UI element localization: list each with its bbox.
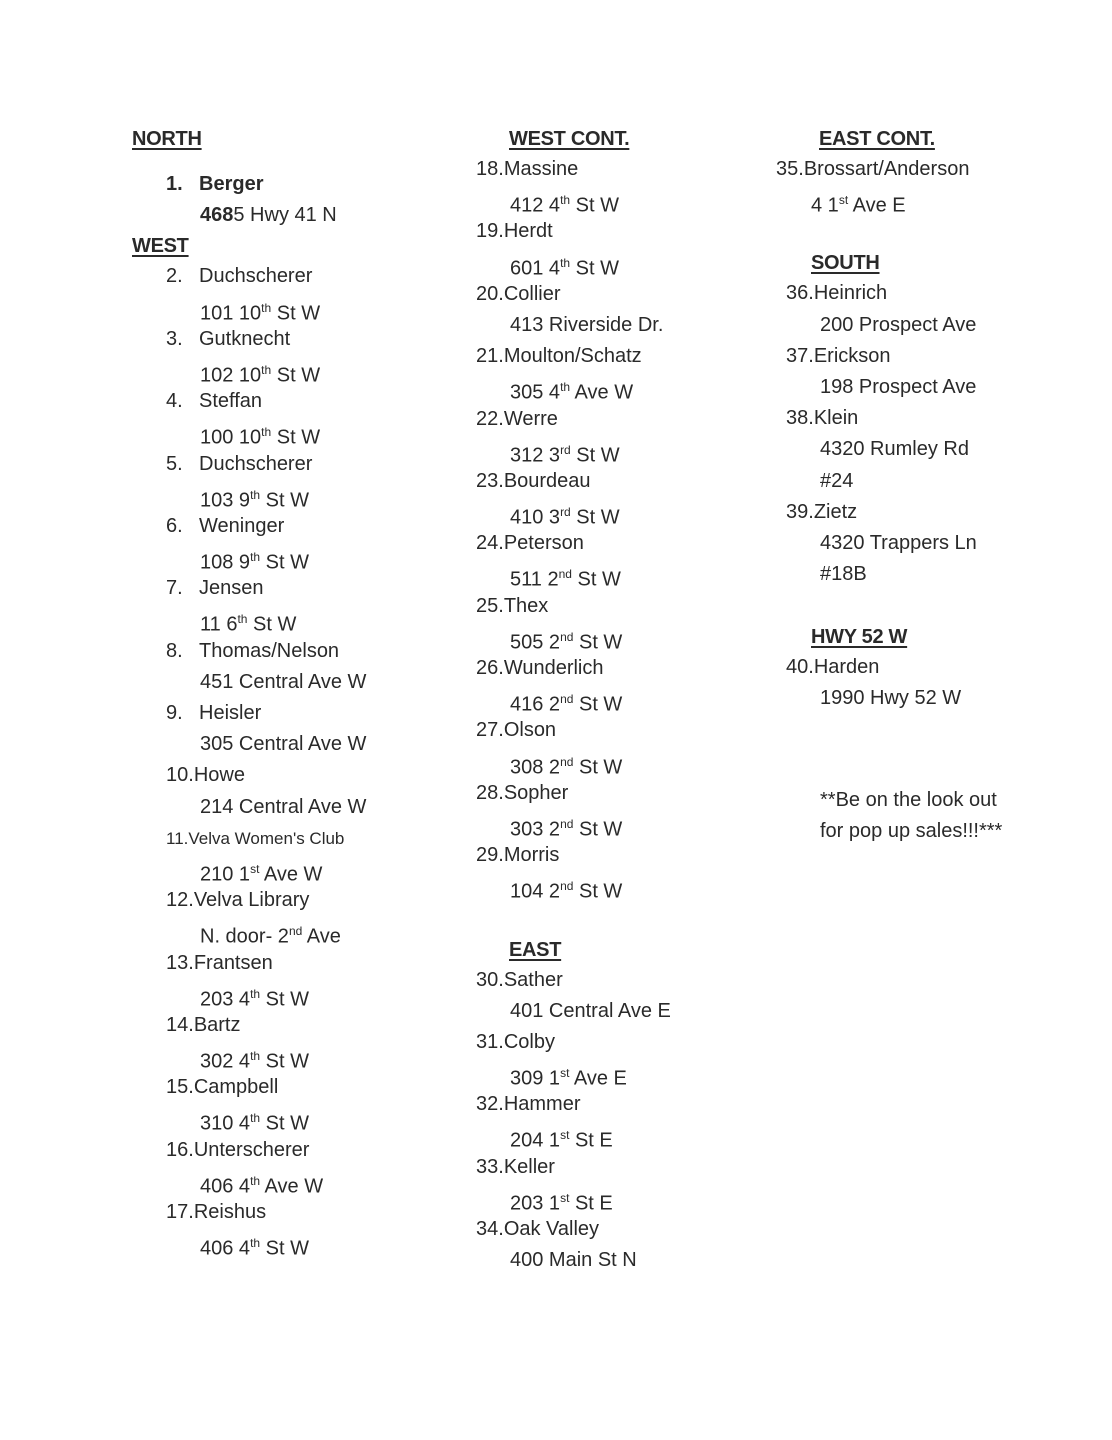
- ordinal-suffix: th: [250, 1049, 261, 1064]
- entry-name: Wunderlich: [503, 657, 604, 679]
- list-item: [476, 341, 766, 403]
- entry-name-line: [132, 1010, 462, 1041]
- ordinal-suffix: th: [560, 255, 571, 270]
- section-heading-east-cont: EAST CONT.: [819, 128, 935, 150]
- entry-number: 22.: [476, 407, 504, 430]
- entry-name-line: [776, 403, 1106, 434]
- ordinal-suffix: rd: [560, 442, 571, 457]
- entry-address: 203 4th St W: [200, 986, 309, 1011]
- entry-number: 39.: [786, 500, 814, 523]
- entry-number: 5.: [166, 452, 183, 475]
- entry-address: 410 3rd St W: [510, 505, 620, 529]
- entry-name-line: [476, 715, 766, 746]
- entry-number: 25.: [476, 594, 504, 617]
- entry-address: 198 Prospect Ave: [820, 375, 977, 398]
- entry-address: 505 2nd St W: [510, 629, 623, 654]
- list-item: [476, 216, 766, 278]
- list-item: [476, 154, 766, 216]
- entry-number: 31.: [476, 1030, 504, 1053]
- entry-name-line: [776, 341, 1106, 372]
- entry-address-unit: #18B: [820, 563, 867, 586]
- list-item: [132, 948, 462, 1010]
- ordinal-suffix: nd: [288, 924, 303, 939]
- entry-address: 406 4th St W: [200, 1236, 309, 1260]
- entry-name-line: [132, 261, 462, 292]
- list-item: [476, 840, 766, 902]
- list-item: [132, 636, 462, 698]
- entry-name-line: [132, 885, 462, 916]
- entry-number: 32.: [476, 1093, 504, 1116]
- entry-name: Oak Valley: [503, 1218, 600, 1240]
- entry-address: 412 4th St W: [510, 193, 619, 217]
- entry-number: 19.: [476, 220, 504, 243]
- entry-address: 214 Central Ave W: [200, 795, 367, 818]
- column-2: [476, 124, 766, 1276]
- entry-name: Massine: [503, 158, 579, 180]
- ordinal-suffix: th: [250, 986, 261, 1001]
- entry-name-line: [132, 698, 462, 729]
- ordinal-suffix: th: [237, 612, 248, 627]
- entry-number: 34.: [476, 1218, 504, 1240]
- entry-name: Steffan: [199, 390, 263, 413]
- entry-number: 7.: [166, 577, 183, 600]
- entry-address: 1990 Hwy 52 W: [820, 687, 962, 710]
- list-item: [476, 715, 766, 777]
- entry-address: 413 Riverside Dr.: [510, 313, 664, 336]
- entry-name: Duchscherer: [199, 265, 313, 288]
- east-list: [476, 965, 766, 1277]
- ordinal-suffix: nd: [558, 567, 572, 582]
- ordinal-suffix: th: [560, 380, 571, 395]
- entry-name: Duchscherer: [199, 452, 313, 475]
- list-item: [476, 1027, 766, 1089]
- ordinal-suffix: st: [560, 1128, 570, 1143]
- entry-name-line: [476, 591, 766, 622]
- column-3: [776, 124, 1106, 847]
- entry-number: 23.: [476, 469, 504, 492]
- entry-name-line: [476, 653, 766, 684]
- entry-name: Morris: [503, 844, 560, 867]
- entry-name-line: [476, 1214, 766, 1245]
- entry-name: Brossart/Anderson: [803, 158, 970, 180]
- entry-name-line: [476, 965, 766, 996]
- ordinal-suffix: nd: [560, 879, 574, 894]
- entry-address: 303 2nd St W: [510, 816, 623, 841]
- entry-address: 601 4th St W: [510, 255, 619, 280]
- entry-address: 401 Central Ave E: [510, 999, 671, 1022]
- entry-name-line: [476, 404, 766, 435]
- entry-name-line: [132, 1072, 462, 1103]
- entry-name-line: [476, 1152, 766, 1183]
- entry-number: 10.: [166, 764, 194, 787]
- list-item: [776, 403, 1106, 497]
- ordinal-suffix: th: [250, 487, 261, 502]
- list-item: [776, 497, 1106, 591]
- entry-address: 108 9th St W: [200, 550, 309, 574]
- entry-number: 6.: [166, 514, 183, 537]
- entry-name: Colby: [503, 1030, 555, 1053]
- list-item: [476, 466, 766, 528]
- entry-number: 11.: [166, 828, 189, 848]
- entry-name: Hammer: [503, 1093, 581, 1116]
- entry-number: 1.: [166, 173, 183, 195]
- entry-number: 24.: [476, 532, 504, 555]
- ordinal-suffix: nd: [560, 692, 574, 707]
- list-item: [132, 1010, 462, 1072]
- entry-name-line: [476, 1089, 766, 1120]
- entry-number: 35.: [776, 158, 804, 180]
- entry-number: 21.: [476, 345, 504, 368]
- column-1: [132, 124, 462, 1259]
- ordinal-suffix: rd: [560, 505, 571, 520]
- entry-address: 103 9th St W: [200, 487, 309, 512]
- list-item: [132, 823, 462, 885]
- section-heading-north: NORTH: [132, 128, 202, 150]
- entry-number: 18.: [476, 158, 504, 180]
- entry-number: 14.: [166, 1013, 194, 1036]
- entry-number: 13.: [166, 951, 194, 974]
- popup-sales-note: **Be on the look out for pop up sales!!!***: [820, 788, 1003, 842]
- entry-address: 309 1st Ave E: [510, 1066, 627, 1090]
- west-list: [132, 261, 462, 1259]
- entry-name-line: [132, 948, 462, 979]
- entry-name-line: [476, 154, 766, 185]
- entry-number: 20.: [476, 282, 504, 305]
- entry-name-line: [476, 1027, 766, 1058]
- entry-number: 17.: [166, 1201, 194, 1223]
- entry-name: Harden: [813, 656, 880, 679]
- ordinal-suffix: nd: [560, 816, 574, 831]
- east-cont-list: [776, 154, 1106, 216]
- entry-name: Campbell: [193, 1076, 279, 1099]
- list-item: [132, 511, 462, 573]
- entry-name: Sather: [503, 968, 563, 991]
- entry-name-line: [776, 497, 1106, 528]
- list-item: [776, 652, 1106, 714]
- ordinal-suffix: nd: [560, 629, 574, 644]
- entry-address: 400 Main St N: [510, 1249, 637, 1272]
- entry-name: Berger: [199, 173, 264, 195]
- entry-number: 40.: [786, 656, 814, 679]
- entry-number: 26.: [476, 657, 504, 679]
- entry-address: 4 1st Ave E: [811, 193, 906, 217]
- ordinal-suffix: st: [250, 861, 260, 876]
- entry-name: Howe: [193, 764, 245, 787]
- list-item: [776, 278, 1106, 340]
- list-item: [132, 698, 462, 760]
- entry-name: Unterscherer: [193, 1138, 310, 1161]
- section-heading-east: EAST: [509, 938, 562, 961]
- list-item: [132, 449, 462, 511]
- entry-name-line: [132, 449, 462, 480]
- entry-address: 203 1st St E: [510, 1190, 613, 1215]
- ordinal-suffix: th: [560, 193, 571, 208]
- list-item: [476, 591, 766, 653]
- entry-address: 204 1st St E: [510, 1128, 613, 1153]
- list-item: [132, 386, 462, 448]
- entry-number: 30.: [476, 968, 504, 991]
- entry-number: 29.: [476, 844, 504, 867]
- ordinal-suffix: st: [838, 193, 849, 208]
- section-heading-hwy52: HWY 52 W: [811, 626, 908, 649]
- entry-address: 416 2nd St W: [510, 692, 623, 716]
- entry-address: 11 6th St W: [200, 612, 297, 637]
- entry-number: 33.: [476, 1155, 504, 1178]
- entry-name-line: [476, 216, 766, 247]
- entry-name-line: [776, 278, 1106, 309]
- entry-name-line: [132, 823, 462, 854]
- list-item: [132, 324, 462, 386]
- entry-name-line: [132, 511, 462, 542]
- entry-name-line: [132, 1197, 462, 1228]
- entry-name: Heisler: [199, 702, 262, 724]
- entry-number: 4.: [166, 390, 183, 413]
- list-item: [776, 154, 1106, 216]
- list-item: [476, 965, 766, 1027]
- list-item: [132, 1135, 462, 1197]
- list-item: [476, 1089, 766, 1151]
- list-item: [476, 653, 766, 715]
- entry-address: 310 4th St W: [200, 1111, 309, 1136]
- entry-number: 2.: [166, 265, 183, 288]
- entry-address: 101 10th St W: [200, 300, 321, 325]
- entry-name: Thomas/Nelson: [199, 639, 340, 662]
- ordinal-suffix: th: [261, 425, 272, 440]
- list-item: [776, 341, 1106, 403]
- entry-name: Frantsen: [193, 951, 273, 974]
- entry-name: Moulton/Schatz: [503, 345, 642, 368]
- list-item: [476, 1152, 766, 1214]
- entry-name: Jensen: [199, 577, 264, 600]
- entry-number: 16.: [166, 1138, 194, 1161]
- entry-name: Velva Women's Club: [188, 828, 345, 848]
- entry-name: Collier: [503, 282, 561, 305]
- entry-address: 312 3rd St W: [510, 442, 620, 467]
- list-item: [476, 778, 766, 840]
- entry-name: Reishus: [193, 1201, 267, 1223]
- entry-name: Bourdeau: [503, 469, 591, 492]
- entry-address: 102 10th St W: [200, 362, 321, 387]
- ordinal-suffix: th: [261, 300, 272, 315]
- entry-name-line: [476, 466, 766, 497]
- list-item: [132, 261, 462, 323]
- list-item: [132, 760, 462, 822]
- entry-name-line: [776, 154, 1106, 185]
- ordinal-suffix: nd: [560, 754, 574, 769]
- entry-address: 4320 Trappers Ln: [820, 531, 977, 554]
- entry-name-line: [132, 760, 462, 791]
- entry-name-line: [476, 778, 766, 809]
- list-item: [476, 404, 766, 466]
- entry-number: 12.: [166, 889, 194, 912]
- entry-name-line: [476, 840, 766, 871]
- list-item: [132, 1072, 462, 1134]
- entry-name-line: [132, 636, 462, 667]
- entry-address: 451 Central Ave W: [200, 670, 367, 693]
- entry-number: 38.: [786, 407, 814, 430]
- entry-name: Gutknecht: [199, 327, 291, 350]
- ordinal-suffix: th: [261, 362, 272, 377]
- entry-address: 305 4th Ave W: [510, 380, 634, 404]
- entry-address: 302 4th St W: [200, 1049, 309, 1073]
- ordinal-suffix: th: [250, 550, 261, 565]
- ordinal-suffix: th: [250, 1236, 261, 1251]
- list-item: [132, 169, 462, 231]
- list-item: [476, 1214, 766, 1276]
- west-cont-list: [476, 154, 766, 903]
- south-list: [776, 278, 1106, 590]
- entry-number: 15.: [166, 1076, 194, 1099]
- list-item: [476, 279, 766, 341]
- entry-address: 308 2nd St W: [510, 754, 623, 779]
- entry-address: 4320 Rumley Rd: [820, 438, 969, 461]
- list-item: [476, 528, 766, 590]
- hwy52-list: [776, 652, 1106, 714]
- entry-address: N. door- 2nd Ave: [200, 924, 341, 948]
- entry-number: 27.: [476, 719, 504, 742]
- entry-name: Werre: [503, 407, 558, 430]
- entry-address: 4685 Hwy 41 N: [200, 204, 337, 227]
- entry-name: Weninger: [199, 514, 285, 537]
- entry-name: Heinrich: [813, 282, 888, 305]
- entry-number: 28.: [476, 781, 504, 804]
- entry-name: Klein: [813, 407, 859, 430]
- entry-name-line: [132, 1135, 462, 1166]
- entry-name: Keller: [503, 1155, 555, 1178]
- entry-name: Bartz: [193, 1013, 241, 1036]
- ordinal-suffix: st: [560, 1066, 570, 1081]
- entry-name-line: [776, 652, 1106, 683]
- entry-number: 9.: [166, 702, 183, 724]
- entry-name: Zietz: [813, 500, 858, 523]
- entry-name: Herdt: [503, 220, 553, 243]
- entry-name: Peterson: [503, 532, 584, 555]
- section-heading-south: SOUTH: [811, 252, 880, 275]
- entry-address: 210 1st Ave W: [200, 861, 323, 886]
- entry-name: Olson: [503, 719, 557, 742]
- entry-number: 8.: [166, 639, 183, 662]
- entry-name-line: [476, 528, 766, 559]
- section-heading-west-cont: WEST CONT.: [509, 128, 630, 150]
- entry-number: 37.: [786, 344, 814, 367]
- entry-name: Erickson: [813, 344, 891, 367]
- ordinal-suffix: th: [250, 1173, 261, 1188]
- entry-address: 104 2nd St W: [510, 879, 623, 903]
- entry-name-line: [476, 279, 766, 310]
- entry-address: 511 2nd St W: [510, 567, 621, 592]
- entry-name-line: [132, 386, 462, 417]
- entry-address-unit: #24: [820, 469, 854, 492]
- section-heading-west: WEST: [132, 235, 189, 258]
- entry-number: 3.: [166, 327, 183, 350]
- list-item: [132, 1197, 462, 1259]
- entry-name-line: [476, 341, 766, 372]
- entry-address: 100 10th St W: [200, 425, 321, 449]
- entry-name-line: [132, 573, 462, 604]
- entry-name: Thex: [503, 594, 549, 617]
- entry-name-line: [132, 324, 462, 355]
- entry-number: 36.: [786, 282, 814, 305]
- list-item: [132, 573, 462, 635]
- ordinal-suffix: th: [250, 1111, 261, 1126]
- entry-address: 305 Central Ave W: [200, 733, 367, 756]
- entry-address: 406 4th Ave W: [200, 1173, 324, 1198]
- entry-address: 200 Prospect Ave: [820, 313, 977, 336]
- list-item: [132, 885, 462, 947]
- ordinal-suffix: st: [560, 1190, 570, 1205]
- entry-name: Sopher: [503, 781, 569, 804]
- entry-name: Velva Library: [193, 889, 310, 912]
